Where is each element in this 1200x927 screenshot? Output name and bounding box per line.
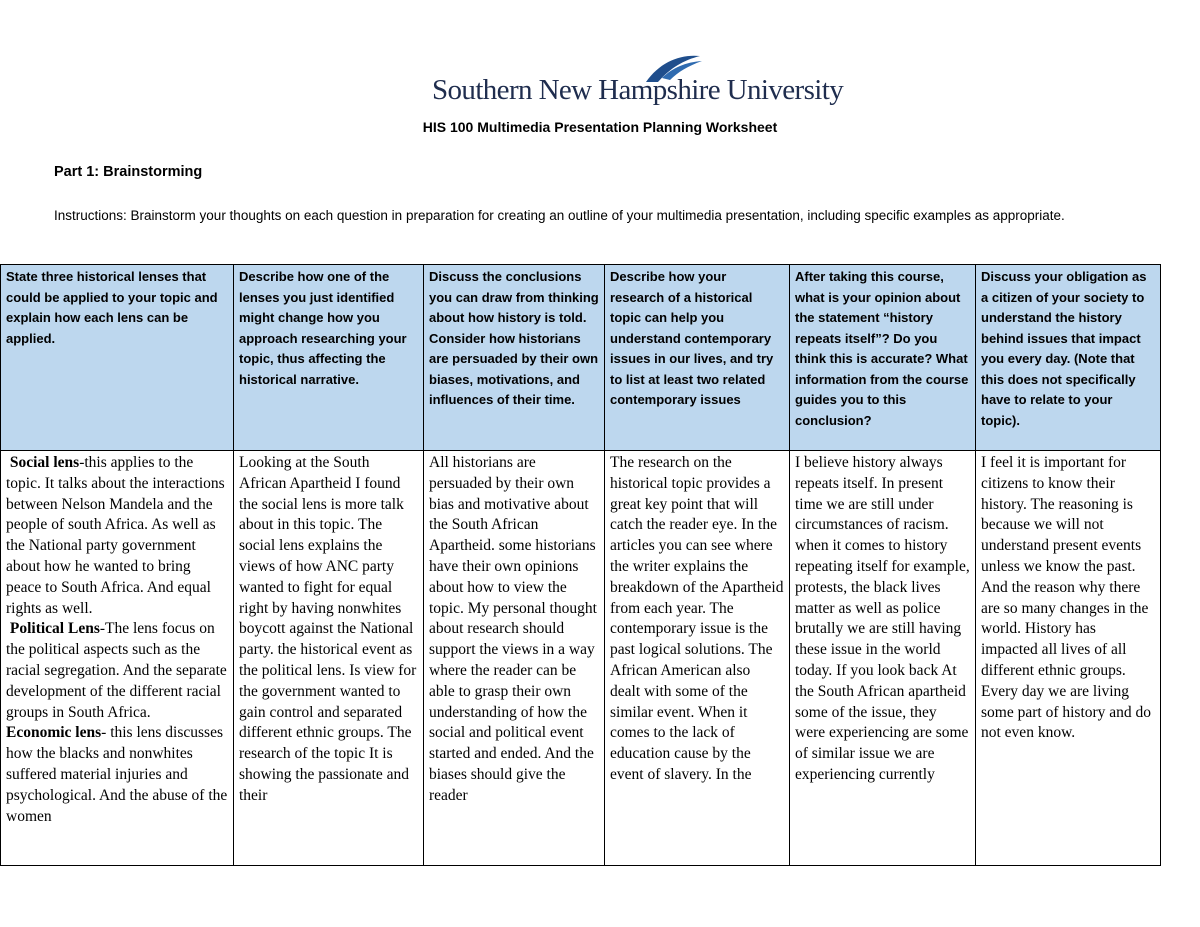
table-row (1, 451, 1161, 866)
lens-text-economic: - this lens discusses how the blacks and nonwhites suffered material injuries and psychological. And the abuse of the women (6, 724, 228, 825)
lens-text-political: -The lens focus on the political aspects such as the racial segregation. And the separate development of the different racial groups in South Africa. (6, 620, 227, 721)
column-header-citizen-obligation: Discuss your obligation as a citizen of your society to understand the history behind issues that impact you every day. (Note that this does not specifically have to relate to your topic). (976, 265, 1161, 451)
instructions-text: Instructions: Brainstorm your thoughts on each question in preparation for creating an outline of your multimedia presentation, including specific examples as appropriate. (54, 208, 1065, 223)
cell-lens-approach: Looking at the South African Apartheid I found the social lens is more talk about in this topic. The social lens explains the views of how ANC party wanted to fight for equal right by having nonwhites boycott against the National party. the historical event as the political lens. Is view for the government wanted to gain control and separated different ethnic groups. The research of the topic It is showing the passionate and their (234, 451, 424, 866)
column-header-historical-lenses: State three historical lenses that could be applied to your topic and explain how each lens can be applied. (1, 265, 234, 451)
column-header-conclusions: Discuss the conclusions you can draw from thinking about how history is told. Consider how historians are persuaded by their own biases, motivations, and influences of their time. (424, 265, 605, 451)
cell-historical-lenses (1, 451, 234, 866)
cell-citizen-obligation: I feel it is important for citizens to know their history. The reasoning is because we will not understand present events unless we know the past. And the reason why there are so many changes in the world. History has impacted all lives of all different ethnic groups. Every day we are living some part of history and do not even know. (976, 451, 1161, 866)
lens-text-social: -this applies to the topic. It talks about the interactions between Nelson Mandela and the people of south Africa. As well as the National party government about how he wanted to bring peace to South Africa. And equal rights as well. (6, 454, 225, 617)
lens-name-economic: Economic lens (6, 724, 102, 742)
cell-conclusions: All historians are persuaded by their own bias and motivative about the South African Apartheid. some historians have their own opinions about how to view the topic. My personal thought about research should support the views in a way where the reader can be able to grasp their own understanding of how the social and political event started and ended. And the biases should give the reader (424, 451, 605, 866)
logo-wordmark: Southern New Hampshire University (432, 74, 844, 106)
document-title: HIS 100 Multimedia Presentation Planning Worksheet (422, 119, 778, 135)
table-header-row (1, 265, 1161, 451)
lens-name-social: Social lens (9, 454, 80, 471)
column-header-lens-approach: Describe how one of the lenses you just identified might change how you approach researching your topic, thus affecting the historical narrative. (234, 265, 424, 451)
column-header-contemporary-issues: Describe how your research of a historical topic can help you understand contemporary issues in our lives, and try to list at least two related contemporary issues (605, 265, 790, 451)
university-logo (432, 52, 844, 108)
planning-worksheet-table (0, 264, 1161, 866)
column-header-history-repeats: After taking this course, what is your opinion about the statement “history repeats itself”? Do you think this is accurate? What information from the course guides you to this conclusion? (790, 265, 976, 451)
lens-name-political: Political Lens (9, 620, 100, 638)
cell-history-repeats: I believe history always repeats itself. In present time we are still under circumstances of racism. when it comes to history repeating itself for example, protests, the black lives matter as well as police brutally we are still having these issue in the world today. If you look back At the South African apartheid some of the issue, they were experiencing are some of similar issue we are experiencing currently (790, 451, 976, 866)
part-heading: Part 1: Brainstorming (54, 164, 203, 180)
cell-contemporary-issues: The research on the historical topic provides a great key point that will catch the reader eye. In the articles you can see where the writer explains the breakdown of the Apartheid from each year. The contemporary issue is the past logical solutions. The African American also dealt with some of the similar event. When it comes to the lack of education cause by the event of slavery. In the (605, 451, 790, 866)
logo-swoosh-icon (640, 52, 710, 86)
